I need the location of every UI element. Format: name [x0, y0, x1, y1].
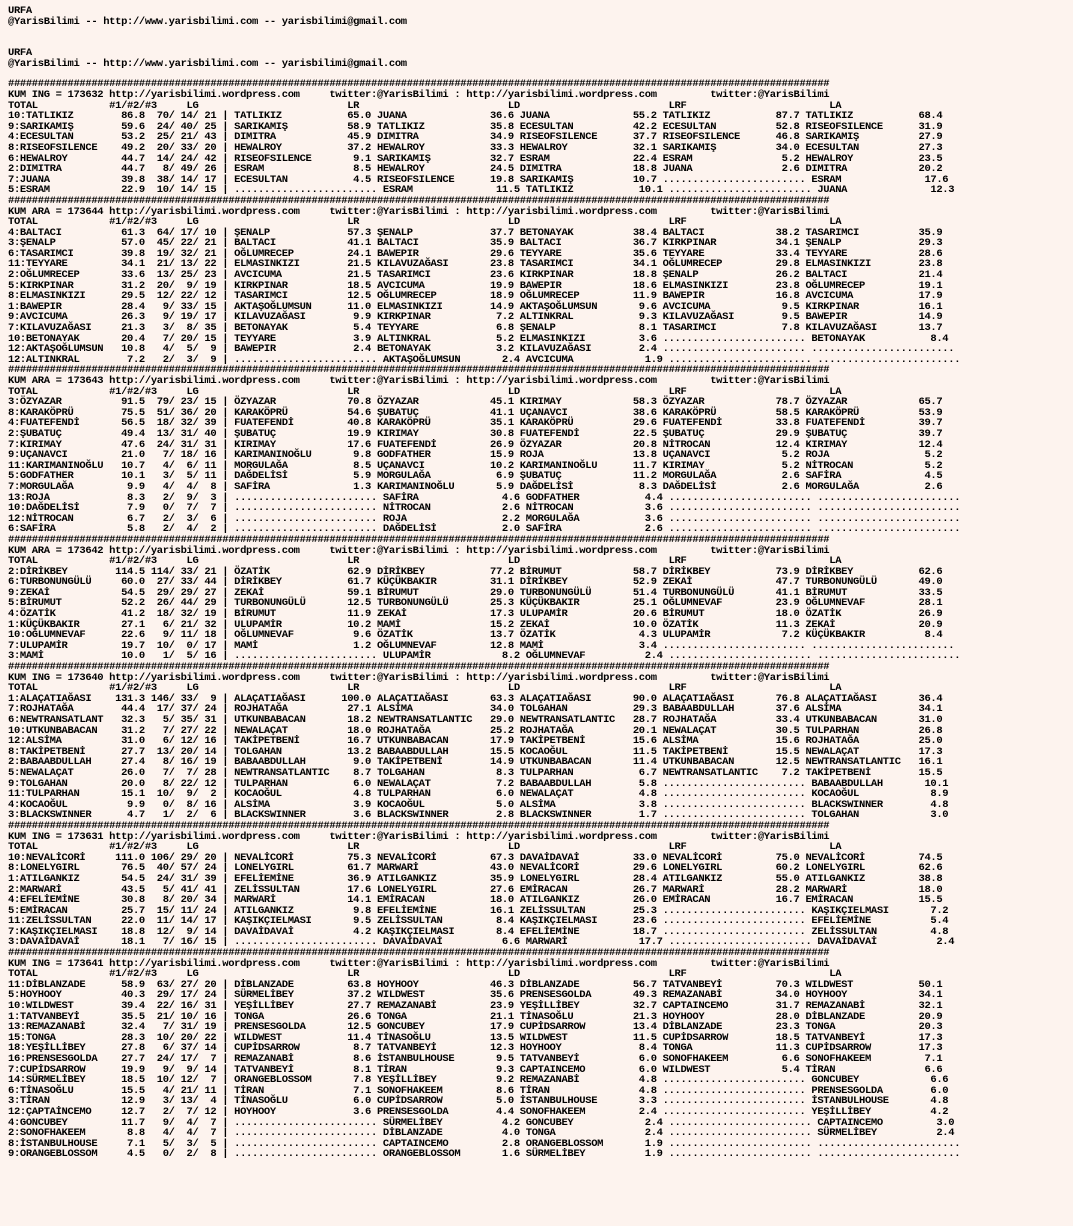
- table-row: 5:KIRKPINAR 31.2 20/ 9/ 19 | KIRKPINAR 18.5 AVCICUMA 19.9 BAWEPIR 18.6 ELMASINKIZI 23.8 OĞLUMRECEP 19.1: [8, 279, 943, 292]
- table-row: 3:ÖZYAZAR 91.5 79/ 23/ 15 | ÖZYAZAR 70.8 ÖZYAZAR 45.1 KIRIMAY 58.3 ÖZYAZAR 78.7 ÖZYAZAR 65.7: [8, 396, 943, 409]
- table-row: 2:DIMITRA 44.7 8/ 49/ 26 | ESRAM 8.5 HEWALROY 24.5 DIMITRA 18.8 JUANA 2.6 DIMITRA 20.2: [8, 163, 943, 176]
- separator-line: ##########################################################################################################################################: [8, 819, 830, 832]
- table-row: 6:SAFİRA 5.8 2/ 4/ 2 | ........................ DAĞDELİSİ 2.0 SAFİRA 2.6 ........................ ........................: [8, 523, 961, 536]
- table-row: 1:ATILGANKIZ 54.5 24/ 31/ 39 | EFELİEMİNE 36.9 ATILGANKIZ 35.9 LONELYGIRL 28.4 ATILGANKIZ 55.0 ATILGANKIZ 38.8: [8, 872, 943, 885]
- table-row: 8:KARAKÖPRÜ 75.5 51/ 36/ 20 | KARAKÖPRÜ 54.6 ŞUBATUÇ 41.1 UÇANAVCI 38.6 KARAKÖPRÜ 58.5 KARAKÖPRÜ 53.9: [8, 406, 943, 419]
- table-row: 10:WILDWEST 39.4 22/ 16/ 31 | YEŞİLLİBEY 27.7 REMAZANABİ 23.9 YEŞİLLİBEY 32.7 CAPTAINCEMO 31.7 REMAZANABİ 32.1: [8, 1000, 943, 1013]
- table-row: 10:DAĞDELİSİ 7.9 0/ 7/ 7 | ........................ NİTROCAN 2.6 NİTROCAN 3.6 ........................ ........................: [8, 502, 961, 515]
- table-row: 12:ÇAPTAİNCEMO 12.7 2/ 7/ 12 | HOYHOOY 3.6 PRENSESGOLDA 4.4 SONOFHAKEEM 2.4 ........................ YEŞİLLİBEY 4.2: [8, 1105, 949, 1118]
- table-row: 11:DİBLANZADE 58.9 63/ 27/ 20 | DİBLANZADE 63.8 HOYHOOY 46.3 DİBLANZADE 56.7 TATVANBEYİ 70.3 WILDWEST 50.1: [8, 978, 943, 991]
- table-row: 9:ZEKAİ 54.5 29/ 29/ 27 | ZEKAİ 59.1 BİRUMUT 29.0 TURBONUNGÜLÜ 51.4 TURBONUNGÜLÜ 41.1 BİRUMUT 33.5: [8, 586, 943, 599]
- table-row: 6:TİNASOĞLU 15.5 4/ 21/ 11 | TİRAN 7.1 SONOFHAKEEM 8.6 TİRAN 4.8 ........................ PRENSESGOLDA 6.0: [8, 1084, 949, 1097]
- column-header-line: TOTAL #1/#2/#3 LG LR LD LRF LA: [8, 555, 842, 568]
- table-row: 2:DİRİKBEY 114.5 114/ 33/ 21 | ÖZATİK 62.9 DİRİKBEY 77.2 BİRUMUT 58.7 DİRİKBEY 73.9 DİRİKBEY 62.6: [8, 565, 943, 578]
- table-row: 11:KARIMANINOĞLU 10.7 4/ 6/ 11 | MORGULAĞA 8.5 UÇANAVCI 10.2 KARIMANINOĞLU 11.7 KIRIMAY 5.2 NİTROCAN 5.2: [8, 459, 943, 472]
- table-row: 6:NEWTRANSATLANT 32.3 5/ 35/ 31 | UTKUNBABACAN 18.2 NEWTRANSATLANTIC 29.0 NEWTRANSATLANTIC 28.7 ROJHATAĞA 33.4 UTKUNBABACAN 31.0: [8, 714, 943, 726]
- table-row: 10:NEVALİCORİ 111.0 106/ 29/ 20 | NEVALİCORİ 75.3 NEVALİCORİ 67.3 DAVAİDAVAİ 33.0 NEVALİCORİ 75.0 NEVALİCORİ 74.5: [8, 851, 943, 864]
- table-row: 18:YEŞİLLİBEY 27.8 6/ 37/ 14 | CUPİDSARROW 8.7 TATVANBEYİ 12.3 HOYHOOY 8.4 TONGA 11.3 CUPİDSARROW 17.3: [8, 1042, 943, 1055]
- table-row: 2:BABAABDULLAH 27.4 8/ 16/ 19 | BABAABDULLAH 9.0 TAKİPETBENİ 14.9 UTKUNBABACAN 11.4 UTKUNBABACAN 12.5 NEWTRANSATLANTIC 16.1: [8, 756, 943, 769]
- table-row: 3:TİRAN 12.9 3/ 13/ 4 | TİNASOĞLU 6.0 CUPİDSARROW 5.0 İSTANBULHOUSE 3.3 ........................ İSTANBULHOUSE 4.8: [8, 1095, 949, 1108]
- table-row: 11:TEYYARE 34.1 21/ 13/ 22 | ELMASINKIZI 21.5 KILAVUZAĞASI 23.8 TASARIMCI 34.1 OĞLUMRECEP 29.8 ELMASINKIZI 23.8: [8, 258, 943, 271]
- table-row: 4:EFELİEMİNE 30.8 8/ 20/ 34 | MARWARİ 14.1 EMİRACAN 18.0 ATILGANKIZ 26.0 EMİRACAN 16.7 EMİRACAN 15.5: [8, 894, 943, 907]
- table-row: 7:KAŞIKÇIELMASI 18.8 12/ 9/ 14 | DAVAİDAVAİ 4.2 KAŞIKÇIELMASI 8.4 EFELİEMİNE 18.7 ........................ ZELİSSULTAN 4.8: [8, 925, 949, 938]
- table-row: 8:İSTANBULHOUSE 7.1 5/ 3/ 5 | ........................ CAPTAINCEMO 2.8 ORANGEBLOSSOM 1.9 ........................ ........................: [8, 1137, 961, 1150]
- race-header-line: KUM ARA = 173642 http://yarisbilimi.wordpress.com twitter:@YarisBilimi : http://yarisbilimi.wordpress.com twitter:@YarisBilimi: [8, 544, 830, 557]
- table-row: 5:HOYHOOY 40.3 29/ 17/ 24 | SÜRMELİBEY 37.2 WILDWEST 35.6 PRENSESGOLDA 49.3 REMAZANABİ 34.0 HOYHOOY 34.1: [8, 989, 943, 1002]
- table-row: 7:MORGULAĞA 9.9 4/ 4/ 8 | SAFİRA 1.3 KARIMANINOĞLU 5.9 DAĞDELİSİ 8.3 DAĞDELİSİ 2.6 MORGULAĞA 2.6: [8, 480, 943, 493]
- table-row: 5:GODFATHER 10.1 3/ 5/ 11 | DAĞDELİSİ 5.9 MORGULAĞA 6.9 ŞUBATUÇ 11.2 MORGULAĞA 2.6 SAFİRA 4.5: [8, 470, 943, 483]
- race-header-line: KUM ING = 173631 http://yarisbilimi.wordpress.com twitter:@YarisBilimi : http://yarisbilimi.wordpress.com twitter:@YarisBilimi: [8, 830, 830, 843]
- table-row: 3:DAVAİDAVAİ 18.1 7/ 16/ 15 | ........................ DAVAİDAVAİ 6.6 MARWARİ 17.7 ........................ DAVAİDAVAİ 2.4: [8, 936, 955, 949]
- table-row: 12:ALTINKRAL 7.2 2/ 3/ 9 | ........................ AKTAŞOĞLUMSUN 2.4 AVCICUMA 1.9 ........................ ........................: [8, 353, 961, 366]
- table-row: 2:SONOFHAKEEM 8.8 4/ 4/ 7 | ........................ DİBLANZADE 4.0 TONGA 2.4 ........................ SÜRMELİBEY 2.4: [8, 1127, 955, 1140]
- table-row: 14:SÜRMELİBEY 18.5 10/ 12/ 7 | ORANGEBLOSSOM 7.8 YEŞİLLİBEY 9.2 REMAZANABİ 4.8 ........................ GONCUBEY 6.6: [8, 1074, 949, 1087]
- table-row: 5:BİRUMUT 52.2 26/ 44/ 29 | TURBONUNGÜLÜ 12.5 TURBONUNGÜLÜ 25.3 KÜÇÜKBAKIR 25.1 OĞLUMNEVAF 23.9 OĞLUMNEVAF 28.1: [8, 597, 943, 610]
- spacer: [8, 27, 1073, 48]
- table-row: 3:BLACKSWINNER 4.7 1/ 2/ 6 | BLACKSWINNER 3.6 BLACKSWINNER 2.8 BLACKSWINNER 1.7 ........................ TOLGAHAN 3.0: [8, 809, 949, 822]
- table-row: 5:ESRAM 22.9 10/ 14/ 15 | ........................ ESRAM 11.5 TATLIKIZ 10.1 ........................ JUANA 12.3: [8, 184, 955, 197]
- table-row: 4:ÖZATİK 41.2 18/ 32/ 19 | BİRUMUT 11.9 ZEKAİ 17.3 ULUPAMİR 20.6 BİRUMUT 18.0 ÖZATİK 26.9: [8, 608, 943, 621]
- table-row: 10:UTKUNBABACAN 31.2 7/ 27/ 22 | NEWALAÇAT 18.0 ROJHATAĞA 25.2 ROJHATAĞA 20.1 NEWALAÇAT 30.5 TULPARHAN 26.8: [8, 724, 943, 737]
- table-row: 11:TULPARHAN 15.1 10/ 9/ 2 | KOCAOĞUL 4.8 TULPARHAN 6.0 NEWALAÇAT 4.8 ........................ KOCAOĞUL 8.9: [8, 788, 949, 801]
- separator-line: ##########################################################################################################################################: [8, 78, 830, 91]
- table-row: 1:BAWEPIR 28.4 9/ 33/ 15 | AKTAŞOĞLUMSUN 11.0 ELMASINKIZI 14.9 AKTAŞOĞLUMSUN 9.6 AVCICUMA 9.5 KIRKPINAR 16.1: [8, 300, 943, 313]
- separator-line: ##########################################################################################################################################: [8, 194, 830, 207]
- table-row: 9:TOLGAHAN 20.0 8/ 22/ 12 | TULPARHAN 6.0 NEWALAÇAT 7.2 BABAABDULLAH 5.8 ........................ BABAABDULLAH 10.1: [8, 777, 949, 790]
- race-header-line: KUM ING = 173632 http://yarisbilimi.wordpress.com twitter:@YarisBilimi : http://yarisbilimi.wordpress.com twitter:@YarisBilimi: [8, 88, 830, 101]
- table-row: 2:ŞUBATUÇ 49.4 13/ 31/ 40 | ŞUBATUÇ 19.9 KIRIMAY 30.8 FUATEFENDİ 22.5 ŞUBATUÇ 29.9 ŞUBATUÇ 39.7: [8, 427, 943, 440]
- column-header-line: TOTAL #1/#2/#3 LG LR LD LRF LA: [8, 682, 842, 695]
- table-row: 16:PRENSESGOLDA 27.7 24/ 17/ 7 | REMAZANABİ 8.6 İSTANBULHOUSE 9.5 TATVANBEYİ 6.0 SONOFHAKEEM 6.6 SONOFHAKEEM 7.1: [8, 1053, 943, 1065]
- table-row: 3:ŞENALP 57.0 45/ 22/ 21 | BALTACI 41.1 BALTACI 35.9 BALTACI 36.7 KIRKPINAR 34.1 ŞENALP 29.3: [8, 237, 943, 250]
- table-row: 8:ELMASINKIZI 29.5 12/ 22/ 12 | TASARIMCI 12.5 OĞLUMRECEP 18.9 OĞLUMRECEP 11.9 BAWEPIR 16.8 AVCICUMA 17.9: [8, 290, 943, 303]
- column-header-line: TOTAL #1/#2/#3 LG LR LD LRF LA: [8, 99, 842, 112]
- column-header-line: TOTAL #1/#2/#3 LG LR LD LRF LA: [8, 385, 842, 398]
- separator-line: ##########################################################################################################################################: [8, 533, 830, 546]
- separator-line: ##########################################################################################################################################: [8, 947, 830, 960]
- table-row: 2:OĞLUMRECEP 33.6 13/ 25/ 23 | AVCICUMA 21.5 TASARIMCI 23.6 KIRKPINAR 18.8 ŞENALP 26.2 BALTACI 21.4: [8, 269, 943, 282]
- table-row: 10:TATLIKIZ 86.8 70/ 14/ 21 | TATLIKIZ 65.0 JUANA 36.6 JUANA 55.2 TATLIKIZ 87.7 TATLIKIZ 68.4: [8, 110, 943, 123]
- table-row: 5:NEWALAÇAT 26.0 7/ 7/ 28 | NEWTRANSATLANTIC 8.7 TOLGAHAN 8.3 TULPARHAN 6.7 NEWTRANSATLANTIC 7.2 TAKİPETBENİ 15.5: [8, 766, 943, 779]
- header-contact: @YarisBilimi -- http://www.yarisbilimi.com -- yarisbilimi@gmail.com: [8, 15, 407, 28]
- table-row: 15:TONGA 28.3 10/ 20/ 22 | WILDWEST 11.4 TİNASOĞLU 13.5 WILDWEST 11.5 CUPİDSARROW 18.5 TATVANBEYİ 17.3: [8, 1031, 943, 1044]
- table-row: 11:ZELİSSULTAN 22.0 11/ 14/ 17 | KAŞIKÇIELMASI 9.5 ZELİSSULTAN 8.4 KAŞIKÇIELMASI 23.6 ........................ EFELİEMİNE 5.4: [8, 915, 949, 928]
- table-row: 10:OĞLUMNEVAF 22.6 9/ 11/ 18 | OĞLUMNEVAF 9.6 ÖZATİK 13.7 ÖZATİK 4.3 ULUPAMİR 7.2 KÜÇÜKBAKIR 8.4: [8, 629, 943, 642]
- table-row: 8:LONELYGIRL 76.5 40/ 57/ 24 | LONELYGIRL 61.7 MARWARİ 43.0 NEVALİCORİ 29.6 LONELYGIRL 60.2 LONELYGIRL 62.6: [8, 862, 943, 875]
- table-row: 9:AVCICUMA 26.3 9/ 19/ 17 | KILAVUZAĞASI 9.9 KIRKPINAR 7.2 ALTINKRAL 9.3 KILAVUZAĞASI 9.5 BAWEPIR 14.9: [8, 311, 943, 324]
- table-row: 7:CUPİDSARROW 19.9 9/ 9/ 14 | TATVANBEYİ 8.1 TİRAN 9.3 CAPTAINCEMO 6.0 WILDWEST 5.4 TİRAN 6.6: [8, 1063, 943, 1076]
- table-row: 6:TASARIMCI 39.8 19/ 32/ 21 | OĞLUMRECEP 24.1 BAWEPIR 29.6 TEYYARE 35.6 TEYYARE 33.4 TEYYARE 28.6: [8, 247, 943, 260]
- table-row: 2:MARWARİ 43.5 5/ 41/ 41 | ZELİSSULTAN 17.6 LONELYGIRL 27.6 EMİRACAN 26.7 MARWARİ 28.2 MARWARİ 18.0: [8, 883, 943, 896]
- column-header-line: TOTAL #1/#2/#3 LG LR LD LRF LA: [8, 216, 842, 229]
- table-row: 7:KILAVUZAĞASI 21.3 3/ 8/ 35 | BETONAYAK 5.4 TEYYARE 6.8 ŞENALP 8.1 TASARIMCI 7.8 KILAVUZAĞASI 13.7: [8, 322, 943, 335]
- table-row: 1:ALAÇATIAĞASI 131.3 146/ 33/ 9 | ALAÇATIAĞASI 100.0 ALAÇATIAĞASI 63.3 ALAÇATIAĞASI 90.0 ALAÇATIAĞASI 76.8 ALAÇATIAĞASI 36.4: [8, 692, 943, 705]
- table-row: 7:JUANA 39.8 38/ 14/ 17 | ECESULTAN 4.5 RISEOFSILENCE 19.8 SARIKAMIŞ 10.7 ........................ ESRAM 17.6: [8, 173, 949, 186]
- separator-line: ##########################################################################################################################################: [8, 364, 830, 377]
- table-row: 12:AKTAŞOĞLUMSUN 10.8 4/ 5/ 9 | BAWEPIR 2.4 BETONAYAK 3.2 KILAVUZAĞASI 2.4 ........................ ........................: [8, 343, 955, 356]
- table-row: 4:BALTACI 61.3 64/ 17/ 10 | ŞENALP 57.3 ŞENALP 37.7 BETONAYAK 38.4 BALTACI 38.2 TASARIMCI 35.9: [8, 226, 943, 239]
- separator-line: ##########################################################################################################################################: [8, 661, 830, 674]
- table-row: 4:KOCAOĞUL 9.9 0/ 8/ 16 | ALSİMA 3.9 KOCAOĞUL 5.0 ALSİMA 3.8 ........................ BLACKSWINNER 4.8: [8, 798, 949, 811]
- table-row: 10:BETONAYAK 20.4 7/ 20/ 15 | TEYYARE 3.9 ALTINKRAL 5.2 ELMASINKIZI 3.6 ........................ BETONAYAK 8.4: [8, 332, 949, 345]
- table-row: 9:UÇANAVCI 21.0 7/ 18/ 16 | KARIMANINOĞLU 9.8 GODFATHER 15.9 ROJA 13.8 UÇANAVCI 5.2 ROJA 5.2: [8, 449, 943, 462]
- table-row: 6:TURBONUNGÜLÜ 60.0 27/ 33/ 44 | DİRİKBEY 61.7 KÜÇÜKBAKIR 31.1 DİRİKBEY 52.9 ZEKAİ 47.7 TURBONUNGÜLÜ 49.0: [8, 576, 943, 589]
- table-row: 12:ALSİMA 31.0 6/ 12/ 16 | TAKİPETBENİ 16.7 UTKUNBABACAN 17.9 TAKİPETBENİ 15.6 ALSİMA 15.6 ROJHATAĞA 25.0: [8, 735, 943, 748]
- header-city: URFA: [8, 47, 32, 60]
- table-row: 7:KIRIMAY 47.6 24/ 31/ 31 | KIRIMAY 17.6 FUATEFENDİ 26.9 ÖZYAZAR 20.8 NİTROCAN 12.4 KIRIMAY 12.4: [8, 438, 943, 451]
- table-row: 5:EMİRACAN 25.7 15/ 11/ 24 | ATILGANKIZ 9.8 EFELİEMİNE 16.1 ZELİSSULTAN 25.3 ........................ KAŞIKÇIELMASI 7.2: [8, 904, 949, 917]
- table-row: 3:MAMİ 10.0 1/ 5/ 16 | ........................ ULUPAMİR 8.2 OĞLUMNEVAF 2.4 ........................ ........................: [8, 650, 961, 663]
- table-row: 4:ECESULTAN 53.2 25/ 21/ 43 | DIMITRA 45.9 DIMITRA 34.9 RISEOFSILENCE 37.7 RISEOFSILENCE 46.8 SARIKAMIŞ 27.9: [8, 131, 943, 144]
- table-row: 8:RISEOFSILENCE 49.2 20/ 33/ 20 | HEWALROY 37.2 HEWALROY 33.3 HEWALROY 32.1 SARIKAMIŞ 34.0 ECESULTAN 27.3: [8, 141, 943, 154]
- table-row: 12:NİTROCAN 6.7 2/ 3/ 6 | ........................ ROJA 2.2 MORGULAĞA 3.6 ........................ ........................: [8, 512, 961, 525]
- race-header-line: KUM ARA = 173643 http://yarisbilimi.wordpress.com twitter:@YarisBilimi : http://yarisbilimi.wordpress.com twitter:@YarisBilimi: [8, 375, 830, 387]
- table-row: 13:ROJA 8.3 2/ 9/ 3 | ........................ SAFİRA 4.6 GODFATHER 4.4 ........................ ........................: [8, 491, 961, 504]
- column-header-line: TOTAL #1/#2/#3 LG LR LD LRF LA: [8, 841, 842, 854]
- table-row: 13:REMAZANABİ 32.4 7/ 31/ 19 | PRENSESGOLDA 12.5 GONCUBEY 17.9 CUPİDSARROW 13.4 DİBLANZADE 23.3 TONGA 20.3: [8, 1021, 943, 1034]
- table-row: 1:KÜÇÜKBAKIR 27.1 6/ 21/ 32 | ULUPAMİR 10.2 MAMİ 15.2 ZEKAİ 10.0 ÖZATİK 11.3 ZEKAİ 20.9: [8, 618, 943, 631]
- table-row: 7:ROJHATAĞA 44.4 17/ 37/ 24 | ROJHATAĞA 27.1 ALSİMA 34.0 TOLGAHAN 29.3 BABAABDULLAH 37.6 ALSİMA 34.1: [8, 703, 943, 716]
- table-row: 8:TAKİPETBENİ 27.7 13/ 20/ 14 | TOLGAHAN 13.2 BABAABDULLAH 15.5 KOCAOĞUL 11.5 TAKİPETBENİ 15.5 NEWALAÇAT 17.3: [8, 745, 943, 758]
- header-city: URFA: [8, 5, 32, 17]
- race-header-line: KUM ING = 173640 http://yarisbilimi.wordpress.com twitter:@YarisBilimi : http://yarisbilimi.wordpress.com twitter:@YarisBilimi: [8, 671, 830, 684]
- column-header-line: TOTAL #1/#2/#3 LG LR LD LRF LA: [8, 968, 842, 981]
- race-header-line: KUM ARA = 173644 http://yarisbilimi.wordpress.com twitter:@YarisBilimi : http://yarisbilimi.wordpress.com twitter:@YarisBilimi: [8, 205, 830, 218]
- table-row: 1:TATVANBEYİ 35.5 21/ 10/ 16 | TONGA 26.6 TONGA 21.1 TİNASOĞLU 21.3 HOYHOOY 28.0 DİBLANZADE 20.9: [8, 1010, 943, 1023]
- table-row: 6:HEWALROY 44.7 14/ 24/ 42 | RISEOFSILENCE 9.1 SARIKAMIŞ 32.7 ESRAM 22.4 ESRAM 5.2 HEWALROY 23.5: [8, 152, 943, 165]
- table-row: 9:SARIKAMIŞ 59.6 24/ 40/ 25 | SARIKAMIŞ 58.9 TATLIKIZ 35.8 ECESULTAN 42.2 ECESULTAN 52.8 RISEOFSILENCE 31.9: [8, 120, 943, 133]
- table-row: 9:ORANGEBLOSSOM 4.5 0/ 2/ 8 | ........................ ORANGEBLOSSOM 1.6 SÜRMELİBEY 1.9 ........................ ........................: [8, 1148, 961, 1161]
- race-header-line: KUM ING = 173641 http://yarisbilimi.wordpress.com twitter:@YarisBilimi : http://yarisbilimi.wordpress.com twitter:@YarisBilimi: [8, 957, 830, 970]
- table-row: 4:GONCUBEY 11.7 9/ 4/ 7 | ........................ SÜRMELİBEY 4.2 GONCUBEY 2.4 ........................ CAPTAINCEMO 3.0: [8, 1116, 955, 1129]
- table-row: 7:ULUPAMİR 19.7 10/ 0/ 17 | MAMİ 1.2 OĞLUMNEVAF 12.8 MAMİ 3.4 ........................ ........................: [8, 639, 955, 652]
- table-row: 4:FUATEFENDİ 56.5 18/ 32/ 39 | FUATEFENDİ 40.8 KARAKÖPRÜ 35.1 KARAKÖPRÜ 29.6 FUATEFENDİ 33.8 FUATEFENDİ 39.7: [8, 417, 943, 430]
- race-tables: [8, 79, 1073, 1160]
- header-contact: @YarisBilimi -- http://www.yarisbilimi.com -- yarisbilimi@gmail.com: [8, 57, 407, 70]
